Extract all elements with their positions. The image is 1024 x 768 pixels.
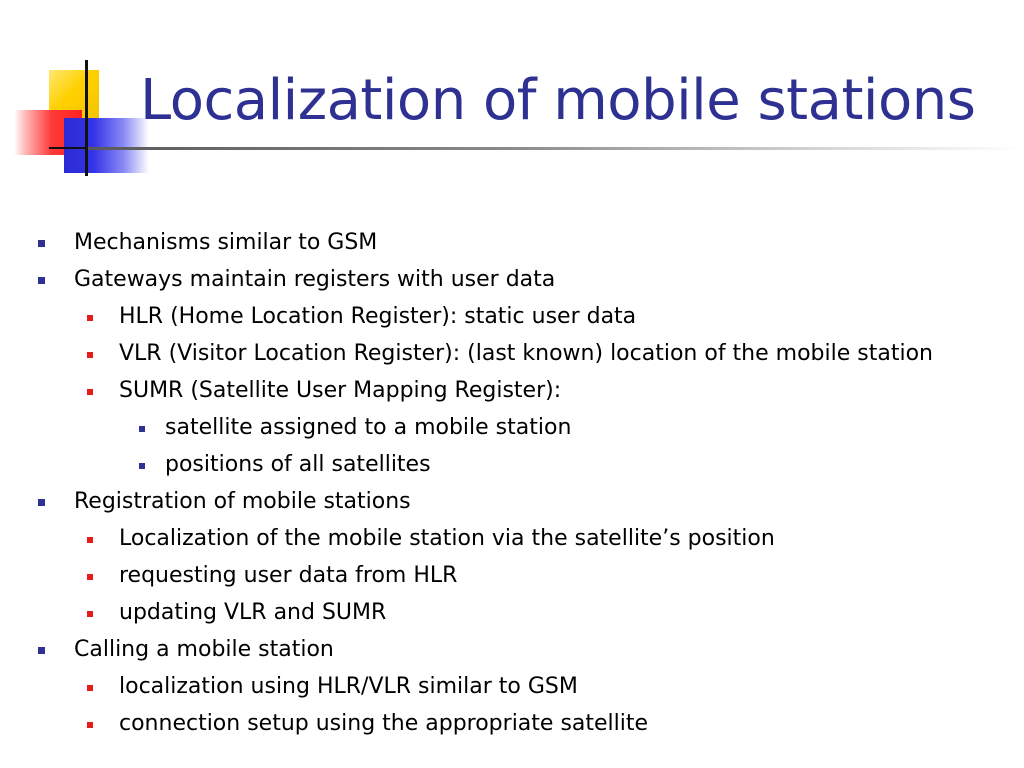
bullet-text: connection setup using the appropriate satellite (119, 711, 649, 736)
bullet-marker-icon (38, 499, 45, 506)
bullet-item-level-2 (0, 672, 1024, 709)
bullet-marker-icon (38, 240, 45, 247)
logo-blue-square (64, 118, 149, 173)
bullet-item-level-2 (0, 524, 1024, 561)
bullet-item-level-1 (0, 265, 1024, 302)
bullet-text: VLR (Visitor Location Register): (last known) location of the mobile station (119, 341, 933, 366)
slide-title: Localization of mobile stations (140, 68, 976, 133)
bullet-text: SUMR (Satellite User Mapping Register): (119, 378, 562, 403)
bullet-item-level-2 (0, 598, 1024, 635)
bullet-item-level-2 (0, 339, 1024, 376)
bullet-marker-icon (87, 389, 93, 395)
bullet-marker-icon (87, 611, 93, 617)
bullet-text: positions of all satellites (165, 452, 431, 477)
bullet-item-level-3 (0, 450, 1024, 487)
bullet-item-level-1 (0, 228, 1024, 265)
title-underline (88, 147, 1024, 150)
bullet-item-level-3 (0, 413, 1024, 450)
bullet-marker-icon (38, 277, 45, 284)
bullet-item-level-2 (0, 709, 1024, 746)
bullet-item-level-1 (0, 635, 1024, 672)
bullet-text: Gateways maintain registers with user data (74, 267, 556, 292)
bullet-marker-icon (87, 574, 93, 580)
bullet-marker-icon (87, 537, 93, 543)
bullet-text: Calling a mobile station (74, 637, 334, 662)
bullet-marker-icon (87, 722, 93, 728)
bullet-text: localization using HLR/VLR similar to GSM (119, 674, 578, 699)
bullet-marker-icon (38, 647, 45, 654)
bullet-marker-icon (87, 315, 93, 321)
bullet-marker-icon (87, 685, 93, 691)
bullet-list (0, 228, 1024, 746)
logo-vertical-line (85, 60, 88, 176)
bullet-text: updating VLR and SUMR (119, 600, 387, 625)
bullet-text: Registration of mobile stations (74, 489, 411, 514)
bullet-text: HLR (Home Location Register): static user data (119, 304, 637, 329)
bullet-text: Mechanisms similar to GSM (74, 230, 378, 255)
bullet-marker-icon (139, 463, 145, 469)
bullet-text: satellite assigned to a mobile station (165, 415, 572, 440)
bullet-item-level-1 (0, 487, 1024, 524)
slide-logo-decoration (0, 0, 150, 190)
bullet-item-level-2 (0, 376, 1024, 413)
bullet-item-level-2 (0, 302, 1024, 339)
bullet-marker-icon (87, 352, 93, 358)
bullet-marker-icon (139, 426, 145, 432)
bullet-text: Localization of the mobile station via the satellite’s position (119, 526, 775, 551)
bullet-text: requesting user data from HLR (119, 563, 458, 588)
bullet-item-level-2 (0, 561, 1024, 598)
